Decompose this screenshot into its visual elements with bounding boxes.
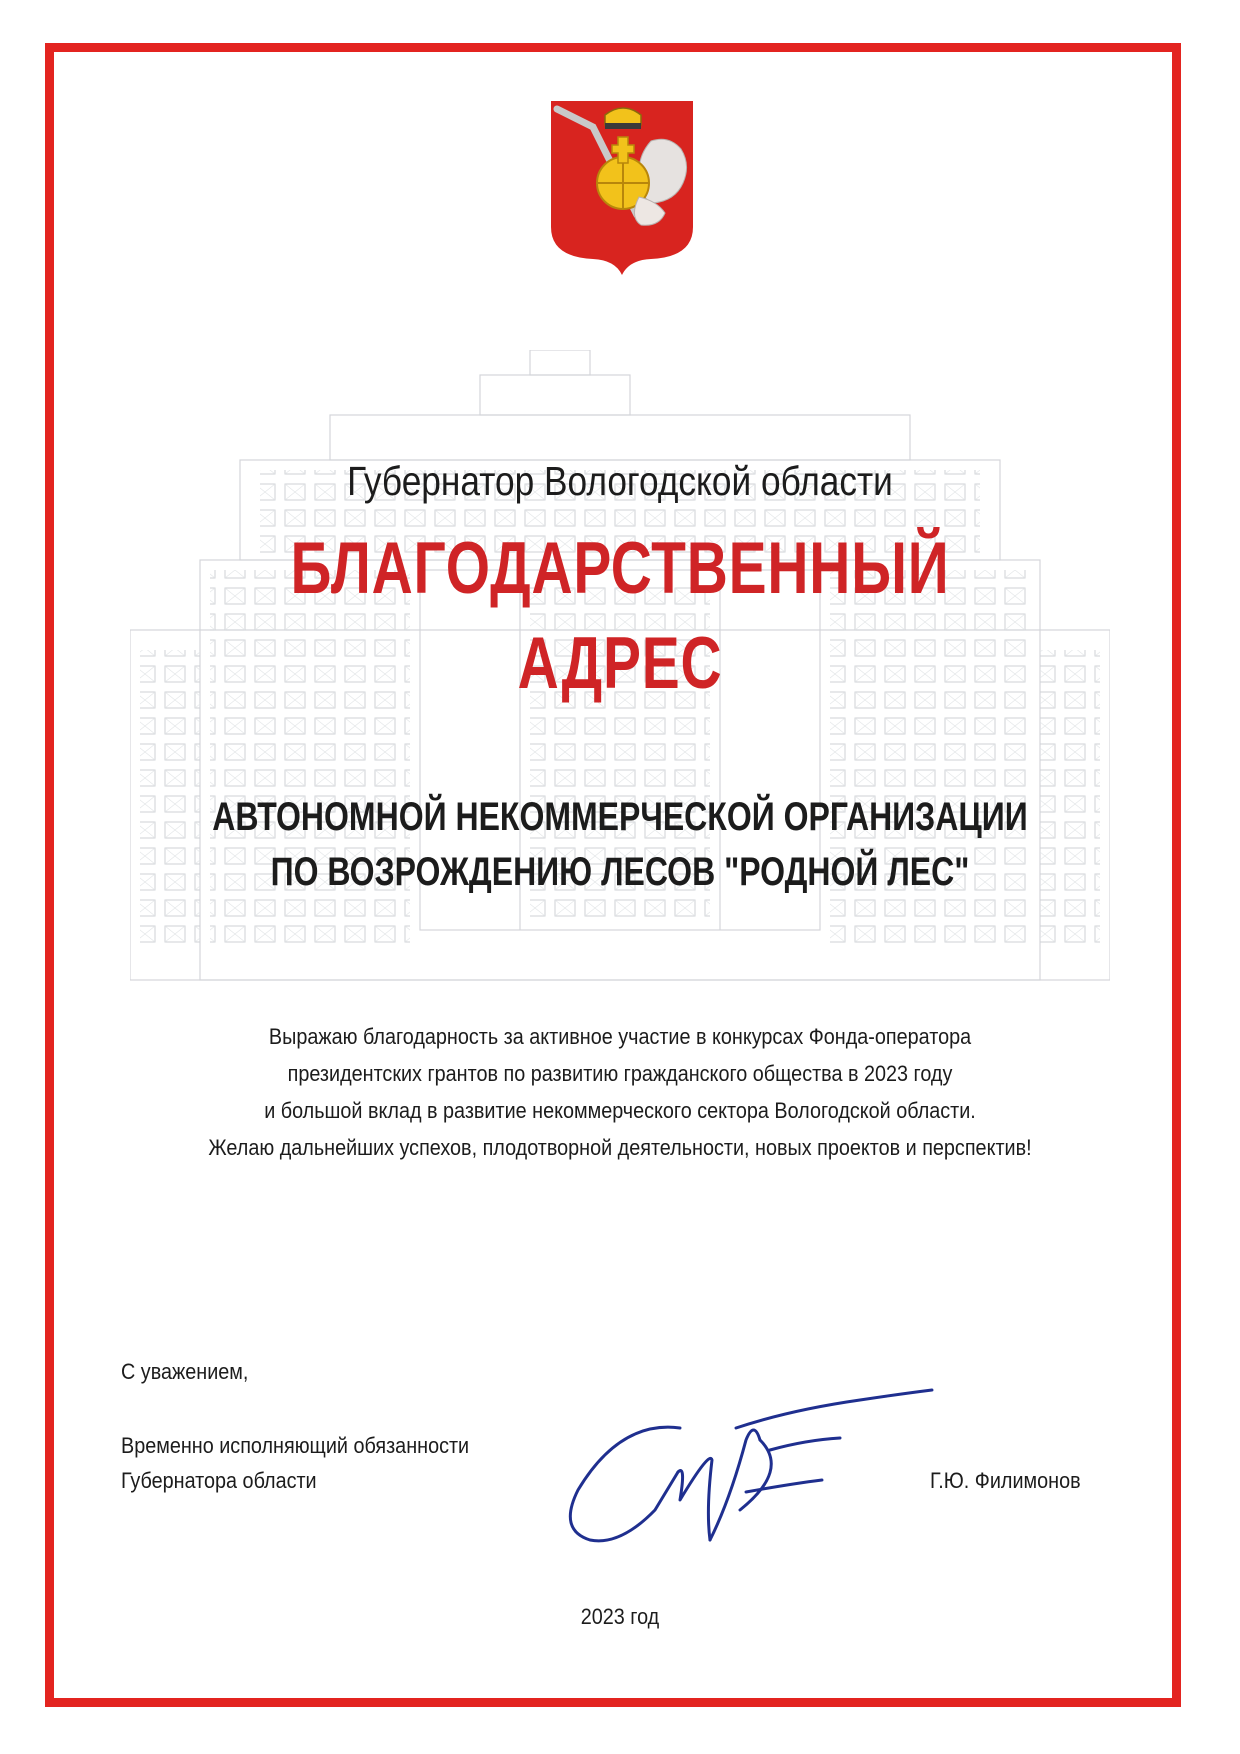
recipient-line2: ПО ВОЗРОЖДЕНИЮ ЛЕСОВ "РОДНОЙ ЛЕС" [270, 850, 970, 894]
handwritten-signature [560, 1380, 940, 1570]
document-year: 2023 год [580, 1604, 660, 1629]
signatory-position-line2: Губернатора области [121, 1468, 317, 1493]
gratitude-line: и большой вклад в развитие некоммерческого сектора Вологодской области. [264, 1098, 976, 1123]
vologda-coat-of-arms-icon [547, 97, 697, 277]
closing-regards: С уважением, [121, 1359, 249, 1384]
signatory-position-line1: Временно исполняющий обязанности [121, 1433, 470, 1458]
gratitude-line: Желаю дальнейших успехов, плодотворной деятельности, новых проектов и перспектив! [208, 1135, 1032, 1160]
gratitude-line: Выражаю благодарность за активное участие в конкурсах Фонда-оператора [268, 1024, 972, 1049]
recipient-line1: АВТОНОМНОЙ НЕКОММЕРЧЕСКОЙ ОРГАНИЗАЦИИ [212, 795, 1028, 839]
gratitude-text [74, 1018, 1165, 1166]
signatory-name: Г.Ю. Филимонов [930, 1468, 1081, 1493]
issuer-heading: Губернатор Вологодской области [347, 458, 893, 504]
document-title-line2: АДРЕС [517, 623, 723, 704]
document-title-line1: БЛАГОДАРСТВЕННЫЙ [290, 528, 950, 609]
gratitude-line: президентских грантов по развитию гражданского общества в 2023 году [287, 1061, 953, 1086]
